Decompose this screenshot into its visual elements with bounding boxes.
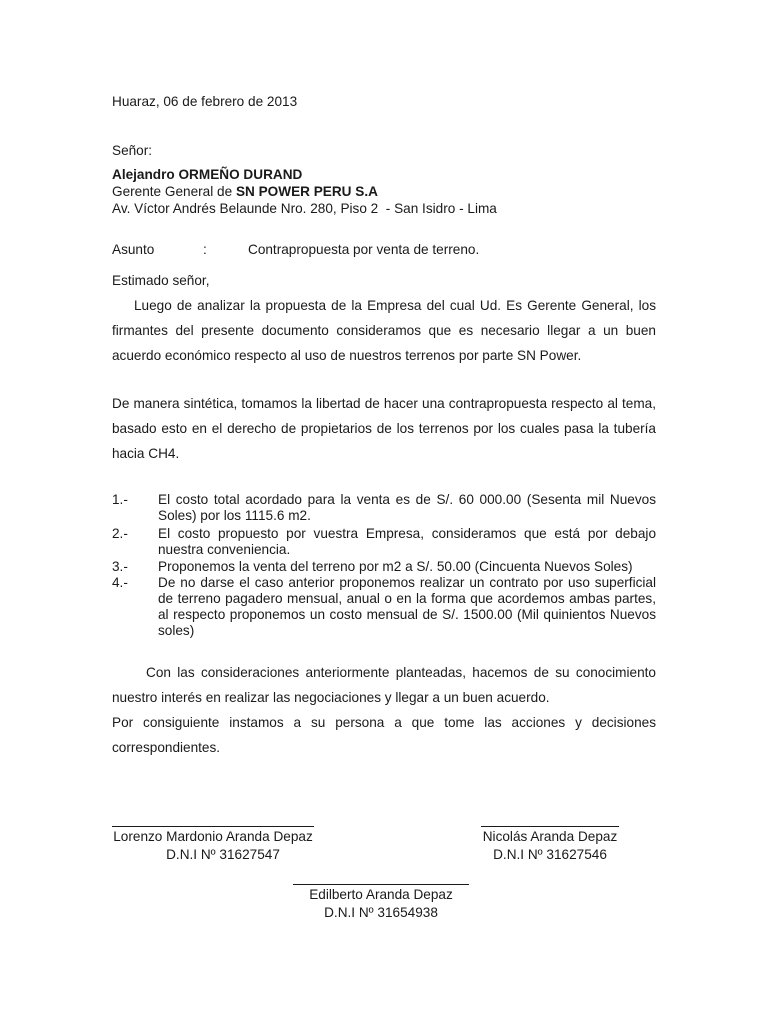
list-item-number: 3.-: [112, 559, 128, 574]
paragraph-4: Por consiguiente instamos a su persona a que tome las acciones y decisiones correspondientes.: [112, 715, 656, 755]
recipient-title-prefix: Gerente General de: [112, 184, 233, 199]
signatory-2-name: Nicolás Aranda Depaz: [482, 829, 618, 844]
list-item-text: Proponemos la venta del terreno por m2 a S/. 50.00 (Cincuenta Nuevos Soles): [158, 559, 633, 574]
signatory-1-dni: D.N.I Nº 31627547: [166, 847, 280, 862]
list-item-number: 4.-: [112, 575, 128, 590]
list-item-number: 2.-: [112, 526, 128, 541]
list-item-text: El costo propuesto por vuestra Empresa, consideramos que está por debajo nuestra conveniencia.: [158, 526, 656, 557]
salutation-to: Señor:: [112, 143, 153, 158]
signatory-1-name: Lorenzo Mardonio Aranda Depaz: [113, 829, 313, 844]
recipient-name: [112, 166, 302, 183]
subject-label: Asunto: [112, 242, 155, 257]
list-item-text: De no darse el caso anterior proponemos realizar un contrato por uso superficial de terreno pagadero mensual, anual o en la forma que acordemos ambas partes, al respecto proponemos un costo mensual de S/. 1500.00 (Mil quinientos Nuevos soles): [158, 575, 656, 638]
recipient-first-name: Alejandro: [112, 167, 175, 182]
paragraph-2: De manera sintética, tomamos la libertad de hacer una contrapropuesta respecto al tema, basado esto en el derecho de propietarios de los terrenos por los cuales pasa la tubería hacia CH4.: [112, 396, 656, 461]
signature-line: [481, 826, 619, 827]
signatory-3-dni: D.N.I Nº 31654938: [324, 905, 438, 920]
recipient-address: Av. Víctor Andrés Belaunde Nro. 280, Piso 2 - San Isidro - Lima: [112, 201, 497, 216]
recipient-company: SN POWER PERU S.A: [235, 184, 378, 199]
signatory-2-dni: D.N.I Nº 31627546: [493, 847, 607, 862]
signature-line: [293, 884, 469, 885]
recipient-title: [112, 183, 378, 200]
recipient-last-name: ORMEÑO DURAND: [178, 167, 303, 182]
signature-line: [112, 826, 314, 827]
paragraph-1: Luego de analizar la propuesta de la Empresa del cual Ud. Es Gerente General, los firmantes del presente documento consideramos que es necesario llegar a un buen acuerdo económico respecto al uso de nuestros terrenos por parte SN Power.: [112, 298, 656, 363]
subject-separator: :: [203, 242, 207, 257]
greeting: Estimado señor,: [112, 273, 210, 288]
list-item-number: 1.-: [112, 492, 128, 507]
list-item-text: El costo total acordado para la venta es de S/. 60 000.00 (Sesenta mil Nuevos Soles) por los 1115.6 m2.: [158, 492, 656, 523]
signatory-3-name: Edilberto Aranda Depaz: [309, 887, 453, 902]
letter-date: Huaraz, 06 de febrero de 2013: [112, 94, 298, 109]
subject-text: Contrapropuesta por venta de terreno.: [248, 242, 480, 257]
paragraph-3: Con las consideraciones anteriormente planteadas, hacemos de su conocimiento nuestro interés en realizar las negociaciones y llegar a un buen acuerdo.: [112, 665, 656, 705]
